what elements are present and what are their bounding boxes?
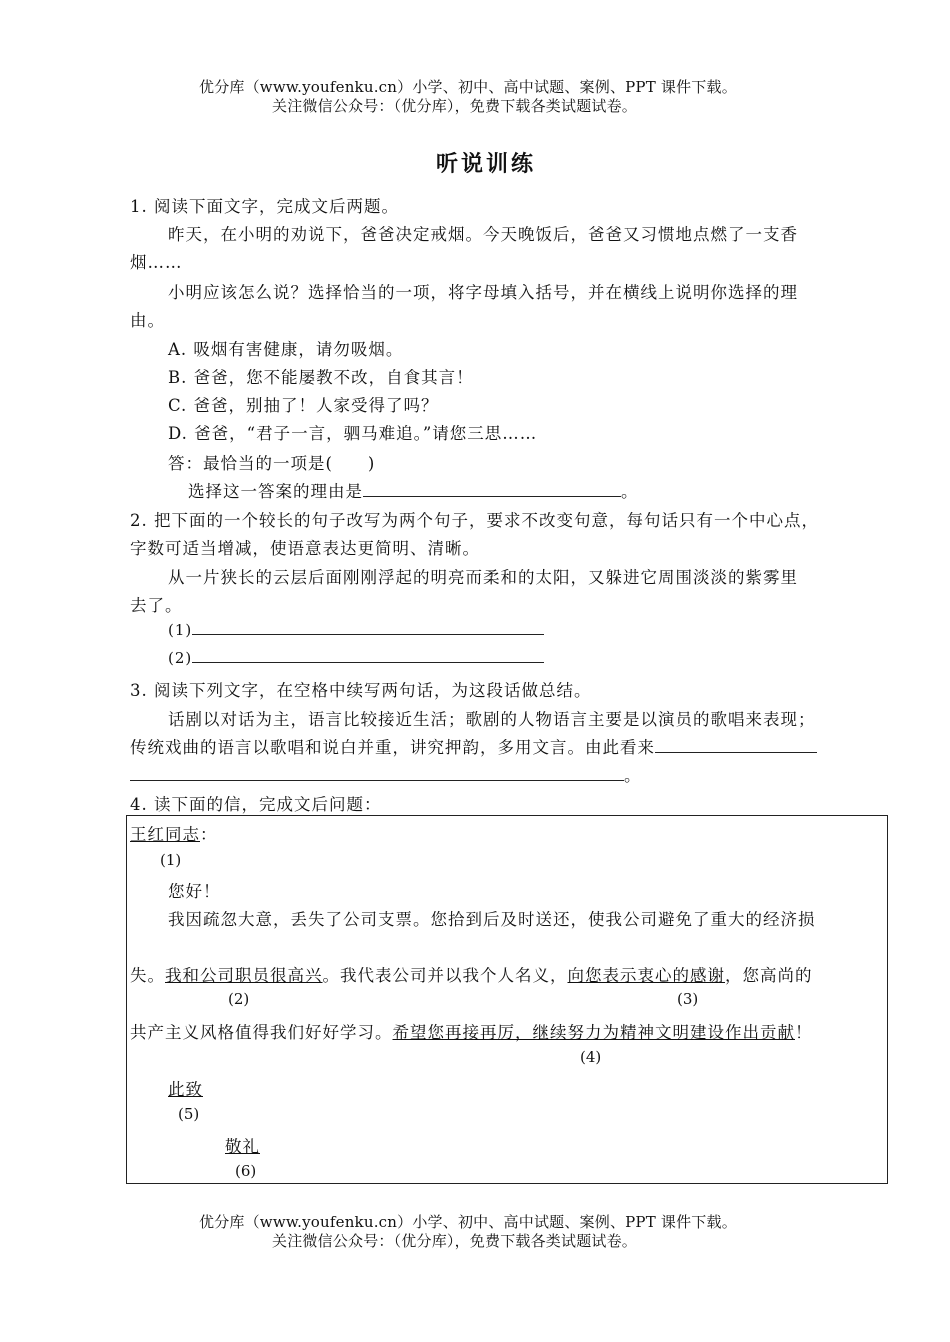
header-line-2: 关注微信公众号：（优分库），免费下载各类试题试卷。: [272, 97, 638, 115]
letter-closing-2: 敬礼: [225, 1137, 260, 1156]
q3-continue: [130, 762, 642, 786]
q1-option-a: A. 吸烟有害健康，请勿吸烟。: [168, 340, 404, 359]
letter-salutation-colon: ：: [200, 825, 218, 844]
footer-line-1: 优分库（www.youfenku.cn）小学、初中、高中试题、案例、PPT 课件下载。: [199, 1213, 737, 1231]
q3-passage-line-2-text: 传统戏曲的语言以歌唱和说白并重，讲究押韵，多用文言。由此看来: [130, 738, 655, 757]
footer-line-2: 关注微信公众号：（优分库），免费下载各类试题试卷。: [272, 1232, 638, 1250]
letter-underline-4: 希望您再接再厉，继续努力为精神文明建设作出贡献: [392, 1023, 795, 1042]
letter-salutation-name: 王红同志: [130, 825, 200, 844]
letter-underline-3: 向您表示衷心的感谢: [567, 966, 725, 985]
q3-blank-b[interactable]: [130, 766, 624, 781]
q2-blank-2[interactable]: [192, 648, 544, 663]
letter-body-3b: ！: [795, 1023, 813, 1042]
letter-body-line-1: 我因疏忽大意，丢失了公司支票。您拾到后及时送还，使我公司避免了重大的经济损: [168, 910, 816, 929]
letter-mark-6: (6): [235, 1162, 257, 1180]
letter-mark-2: (2): [228, 990, 250, 1008]
letter-underline-2: 我和公司职员很高兴: [165, 966, 323, 985]
letter-closing-1: 此致: [168, 1080, 203, 1099]
q1-reason-label: 选择这一答案的理由是: [188, 482, 363, 501]
q1-passage-line-2: 烟……: [130, 253, 183, 272]
page-title: 听说训练: [436, 152, 537, 177]
q1-reason: [188, 478, 639, 502]
q2-sentence-line-1: 从一片狭长的云层后面刚刚浮起的明亮而柔和的太阳，又躲进它周围淡淡的紫雾里: [168, 568, 798, 587]
letter-body-3a: 共产主义风格值得我们好好学习。: [130, 1023, 393, 1042]
q2-answer-2: [168, 648, 544, 667]
letter-salutation: [130, 821, 218, 845]
q2-stem-line-2: 字数可适当增减，使语意表达更简明、清晰。: [130, 539, 480, 558]
letter-body-2c: ，您高尚的: [725, 966, 813, 985]
letter-mark-1: (1): [160, 851, 182, 869]
letter-body-line-3: [130, 1019, 813, 1043]
letter-body-line-2: [130, 962, 813, 986]
q1-reason-blank[interactable]: [363, 482, 621, 497]
q3-passage-line-2: [130, 734, 817, 758]
letter-mark-3: (3): [677, 990, 699, 1008]
q1-option-d: D. 爸爸，“君子一言，驷马难追。”请您三思……: [168, 424, 538, 443]
q4-stem: 4. 读下面的信，完成文后问题：: [130, 795, 382, 814]
q1-passage-line-1: 昨天，在小明的劝说下，爸爸决定戒烟。今天晚饭后，爸爸又习惯地点燃了一支香: [168, 225, 798, 244]
q2-blank-2-label: (2): [168, 649, 193, 667]
q3-end: 。: [624, 766, 642, 785]
q1-option-b: B. 爸爸，您不能屡教不改，自食其言！: [168, 368, 474, 387]
header-line-1: 优分库（www.youfenku.cn）小学、初中、高中试题、案例、PPT 课件下载。: [199, 78, 737, 96]
q1-question-line-2: 由。: [130, 311, 165, 330]
q1-reason-end: 。: [621, 482, 639, 501]
q2-answer-1: [168, 620, 544, 639]
letter-mark-5: (5): [178, 1105, 200, 1123]
letter-mark-4: (4): [580, 1048, 602, 1066]
q1-stem: 1. 阅读下面文字，完成文后两题。: [130, 197, 399, 216]
q2-sentence-line-2: 去了。: [130, 596, 183, 615]
q1-option-c: C. 爸爸，别抽了！人家受得了吗？: [168, 396, 439, 415]
letter-body-2b: 。我代表公司并以我个人名义，: [322, 966, 568, 985]
letter-greeting: 您好！: [168, 882, 221, 901]
q2-stem-line-1: 2. 把下面的一个较长的句子改写为两个句子，要求不改变句意，每句话只有一个中心点，: [130, 511, 819, 530]
q3-passage-line-1: 话剧以对话为主，语言比较接近生活；歌剧的人物语言主要是以演员的歌唱来表现；: [168, 710, 816, 729]
q3-stem: 3. 阅读下列文字，在空格中续写两句话，为这段话做总结。: [130, 681, 592, 700]
q3-blank-a[interactable]: [655, 738, 817, 753]
letter-body-2a: 失。: [130, 966, 165, 985]
q1-question-line-1: 小明应该怎么说？选择恰当的一项，将字母填入括号，并在横线上说明你选择的理: [168, 283, 798, 302]
q1-answer: 答：最恰当的一项是( ): [168, 454, 376, 473]
q2-blank-1-label: (1): [168, 621, 193, 639]
q2-blank-1[interactable]: [192, 620, 544, 635]
